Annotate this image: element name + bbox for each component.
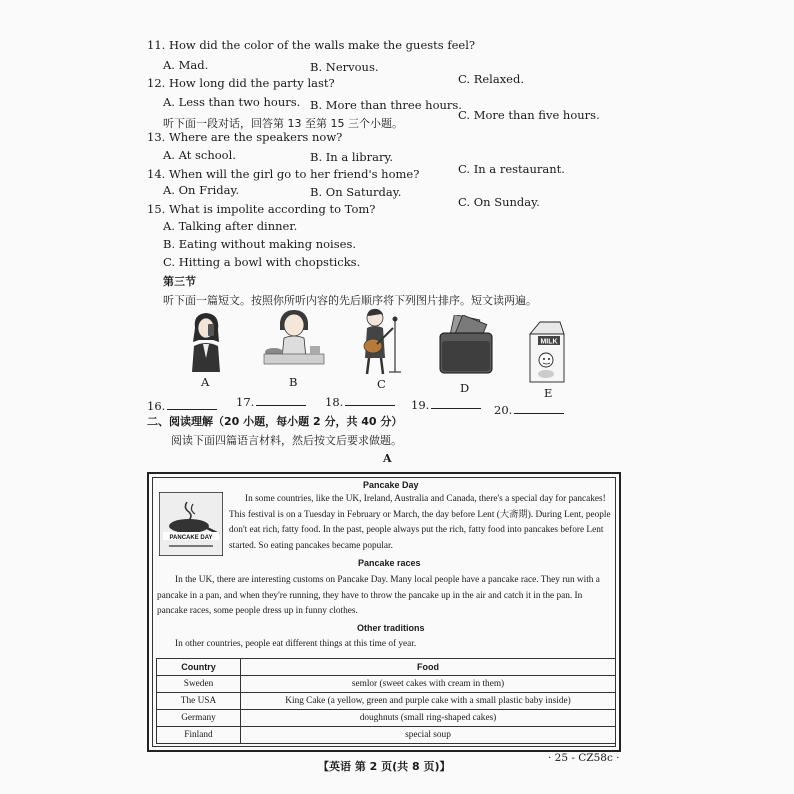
section3-title: 第三节 (163, 275, 196, 288)
food-cell: doughnuts (small ring-shaped cakes) (241, 710, 616, 727)
option-15b: B. Eating without making noises. (163, 237, 356, 251)
food-cell: special soup (241, 727, 616, 744)
blank-17-number: 17. (236, 395, 255, 409)
footer-code: · 25 - CZ58c · (548, 752, 620, 764)
header-country: Country (157, 659, 241, 676)
part2-instruction: 阅读下面四篇语言材料，然后按文后要求做题。 (171, 434, 402, 447)
option-15a: A. Talking after dinner. (163, 219, 298, 233)
option-13b: B. In a library. (310, 150, 394, 164)
table-row (157, 727, 616, 744)
table-row (157, 676, 616, 693)
blank-20[interactable] (494, 403, 564, 417)
wallet-money-icon (438, 315, 494, 377)
blank-20-number: 20. (494, 403, 513, 417)
question-12: 12. How long did the party last? (147, 76, 335, 90)
part2-title: 二、阅读理解（20 小题，每小题 2 分，共 40 分） (147, 415, 403, 428)
blank-18[interactable] (325, 395, 395, 409)
other-traditions-title: Other traditions (357, 623, 425, 633)
question-13: 13. Where are the speakers now? (147, 130, 343, 144)
passage-inner-frame (152, 477, 616, 747)
races-title: Pancake races (358, 558, 421, 568)
blank-16[interactable] (147, 399, 217, 413)
table-row (157, 693, 616, 710)
option-13c: C. In a restaurant. (458, 162, 565, 176)
question-15: 15. What is impolite according to Tom? (147, 202, 376, 216)
country-cell: Finland (157, 727, 241, 744)
option-12a: A. Less than two hours. (163, 95, 301, 109)
blank-18-number: 18. (325, 395, 344, 409)
option-14a: A. On Friday. (163, 183, 240, 197)
girl-cooking-icon (262, 308, 326, 368)
passage-letter: A (383, 452, 392, 465)
man-singing-guitar-icon (355, 306, 405, 376)
question-11: 11. How did the color of the walls make the guests feel? (147, 38, 476, 52)
option-12b: B. More than three hours. (310, 98, 462, 112)
country-cell: The USA (157, 693, 241, 710)
option-12c: C. More than five hours. (458, 108, 600, 122)
picture-d-label: D (460, 381, 470, 395)
food-cell: semlor (sweet cakes with cream in them) (241, 676, 616, 693)
footer-page: 【英语 第 2 页(共 8 页)】 (318, 760, 451, 773)
pancake-day-logo-icon (159, 492, 223, 556)
races-text: In the UK, there are interesting customs on Pancake Day. Many local people have a pancake race. They run with a pancake in a pan, and when they're running, they have to throw the pancake up in the air and catch it in the pan. In pancake races, some people dress up in funny clothes. (157, 575, 600, 616)
milk-carton-icon (524, 320, 568, 384)
question-14: 14. When will the girl go to her friend's home? (147, 167, 420, 181)
picture-e-label: E (544, 386, 553, 400)
blank-17[interactable] (236, 395, 306, 409)
option-11c: C. Relaxed. (458, 72, 525, 86)
option-14b: B. On Saturday. (310, 185, 402, 199)
header-food: Food (241, 659, 616, 676)
option-14c: C. On Sunday. (458, 195, 540, 209)
country-cell: Germany (157, 710, 241, 727)
passage-title: Pancake Day (363, 480, 419, 490)
other-traditions-text: In other countries, people eat different things at this time of year. (175, 639, 417, 649)
picture-c-label: C (377, 377, 386, 391)
logo-text: PANCAKE DAY (169, 535, 213, 541)
section3-instruction: 听下面一篇短文。按照你所听内容的先后顺序将下列图片排序。短文读两遍。 (163, 294, 537, 307)
blank-19-number: 19. (411, 398, 430, 412)
option-13a: A. At school. (163, 148, 236, 162)
table-header-row (157, 659, 616, 676)
option-11b: B. Nervous. (310, 60, 379, 74)
picture-b-label: B (289, 375, 298, 389)
blank-19[interactable] (411, 398, 481, 412)
milk-label: MILK (540, 338, 558, 346)
food-table (156, 658, 616, 744)
option-11a: A. Mad. (163, 58, 209, 72)
woman-on-phone-icon (183, 310, 229, 372)
passage-intro: In some countries, like the UK, Ireland, Australia and Canada, there's a special day for pancakes! This festival is on a Tuesday in February or March, the day before Lent (大斋期). During Lent, people don't eat rich, fatty food. In the past, people always put the rich, fatty food into pancakes before Lent started. So eating pancakes became popular. (229, 494, 611, 551)
table-row (157, 710, 616, 727)
blank-16-number: 16. (147, 399, 166, 413)
country-cell: Sweden (157, 676, 241, 693)
instruction-13-15: 听下面一段对话，回答第 13 至第 15 三个小题。 (163, 117, 403, 130)
food-cell: King Cake (a yellow, green and purple cake with a small plastic baby inside) (241, 693, 616, 710)
picture-a-label: A (201, 375, 210, 389)
passage-box (147, 472, 621, 752)
option-15c: C. Hitting a bowl with chopsticks. (163, 255, 361, 269)
